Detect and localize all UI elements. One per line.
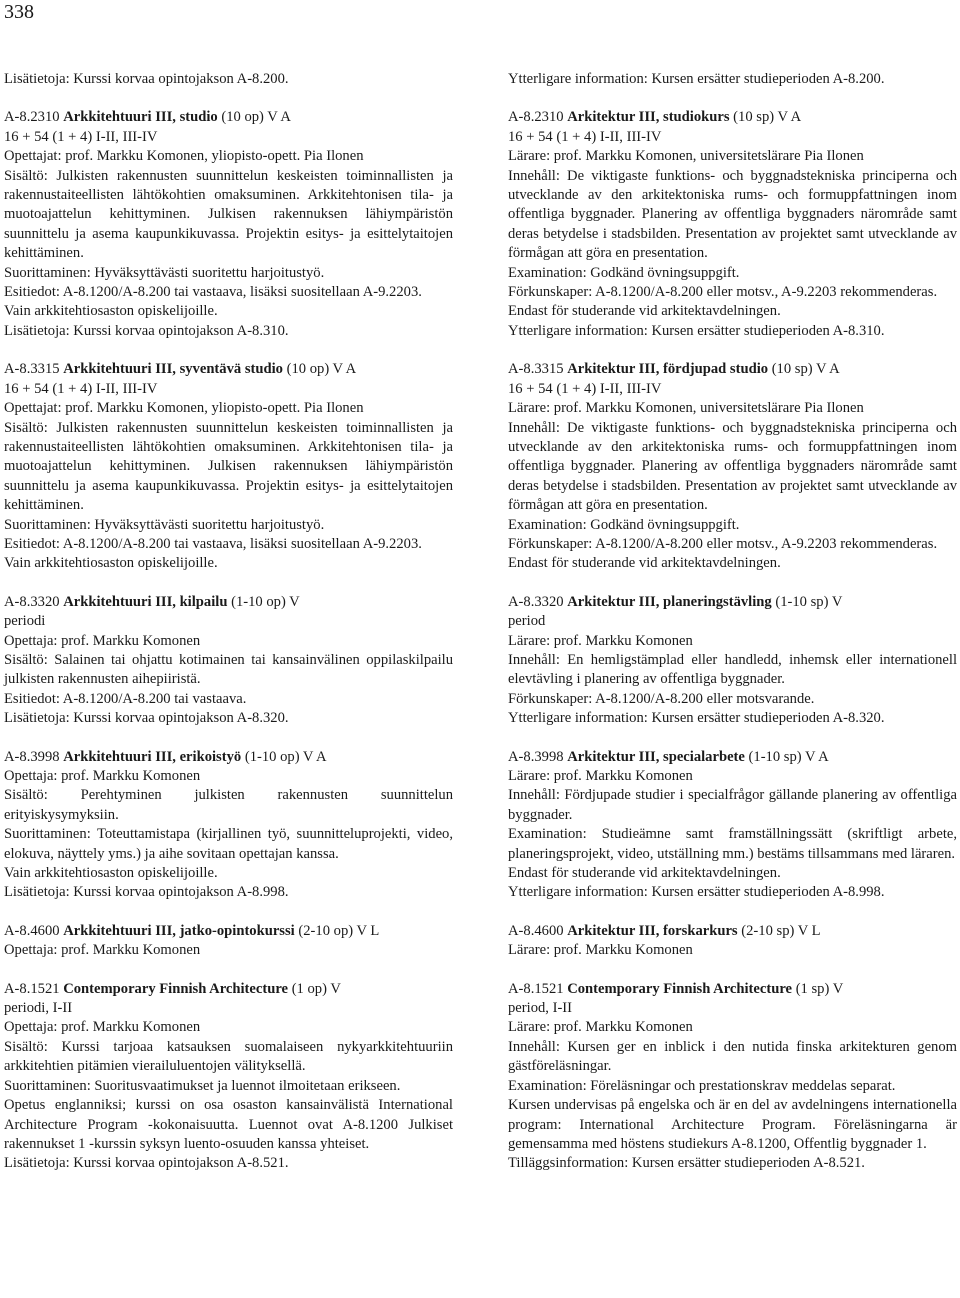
course-line: Sisältö: Kurssi tarjoaa katsauksen suomalaiseen nykyarkkitehtuuriin arkkitehtien pitämien vierailuluentojen välityksellä. — [4, 1038, 453, 1075]
right-column — [508, 70, 957, 1174]
course-entry — [508, 922, 957, 961]
course-line: Esitiedot: A-8.1200/A-8.200 tai vastaava. — [4, 690, 247, 707]
course-title — [508, 980, 957, 999]
course-line: Sisältö: Julkisten rakennusten suunnittelun keskeisten toiminnallisten ja rakennustaiteellisten lähtökohtien omaksuminen. Arkkitehtonisen tila- ja muotoajattelun kehittyminen. Julkisen rakennuksen lähiympäristön suunnittelu ja asema kaupunkikuvassa. Projektin esitys- ja esittelytaitojen kehittäminen. — [4, 419, 453, 514]
course-name: Arkkitehtuuri III, studio — [63, 109, 218, 126]
course-code: A-8.3998 — [508, 748, 564, 765]
course-line: Lisätietoja: Kurssi korvaa opintojakson A-8.310. — [4, 322, 289, 339]
course-line: 16 + 54 (1 + 4) I-II, III-IV — [4, 380, 158, 397]
course-entry — [508, 980, 957, 1174]
course-line: Endast för studerande vid arkitektavdelningen. — [508, 865, 781, 882]
course-line: Sisältö: Perehtyminen julkisten rakennusten suunnittelun erityiskysymyksiin. — [4, 787, 453, 823]
course-name: Arkitektur III, forskarkurs — [567, 922, 738, 939]
course-title — [508, 108, 957, 127]
course-line: Sisältö: Julkisten rakennusten suunnittelun keskeisten toiminnallisten ja rakennustaiteellisten lähtökohtien omaksuminen. Arkkitehtonisen tila- ja muotoajattelun kehittyminen. Julkisen rakennuksen lähiympäristön suunnittelu ja asema kaupunkikuvassa. Projektin esitys- ja esittelytaitojen kehittäminen. — [4, 167, 453, 262]
course-line: Förkunskaper: A-8.1200/A-8.200 eller motsvarande. — [508, 690, 815, 707]
course-entry — [508, 593, 957, 729]
course-line: Lisätietoja: Kurssi korvaa opintojakson A-8.998. — [4, 884, 289, 901]
course-line: Innehåll: De viktigaste funktions- och byggnadstekniska principerna och utvecklande av den arkitektoniska rums- och formuppfattningen inom offentliga byggnader. Planering av offentliga byggnaders närområde samt deras betydelse i stadsbilden. Presentation av projektet samt utvecklande av förmågan att göra en presentation. — [508, 167, 957, 262]
course-line: Förkunskaper: A-8.1200/A-8.200 eller motsv., A-9.2203 rekommenderas. — [508, 535, 938, 552]
course-title — [4, 980, 453, 999]
course-line: Examination: Godkänd övningsuppgift. — [508, 516, 740, 533]
course-line: Lärare: prof. Markku Komonen — [508, 1019, 693, 1036]
course-line: Examination: Studieämne samt framställningssätt (skriftligt arbete, planeringsprojekt, video, utställning mm.) bestäms tillsammans med läraren. — [508, 826, 957, 862]
course-line: Examination: Godkänd övningsuppgift. — [508, 264, 740, 281]
page-number: 338 — [4, 1, 34, 23]
course-title — [508, 922, 957, 941]
course-line: Opettaja: prof. Markku Komonen — [4, 632, 201, 649]
course-name: Arkkitehtuuri III, syventävä studio — [63, 361, 283, 378]
course-line: Opettajat: prof. Markku Komonen, yliopisto-opett. Pia Ilonen — [4, 148, 364, 165]
course-name: Contemporary Finnish Architecture — [63, 980, 289, 997]
course-credits: (1-10 sp) V A — [744, 748, 829, 765]
course-line: Innehåll: De viktigaste funktions- och byggnadstekniska principerna och utvecklande av den arkitektoniska rums- och formuppfattningen inom offentliga byggnader. Planering av offentliga byggnaders närområde samt deras betydelse i stadsbilden. Presentation av projektet samt utvecklande av förmågan att göra en presentation. — [508, 419, 957, 514]
course-line: period, I-II — [508, 1000, 573, 1017]
course-title — [508, 748, 957, 767]
course-credits: (1-10 op) V A — [241, 748, 327, 765]
course-entry — [508, 108, 957, 341]
course-line: 16 + 54 (1 + 4) I-II, III-IV — [4, 128, 158, 145]
course-entry — [4, 922, 453, 961]
course-line: Ytterligare information: Kursen ersätter studieperioden A-8.320. — [508, 710, 885, 727]
course-credits: (1-10 sp) V — [771, 593, 843, 610]
course-line: Opetus englanniksi; kurssi on osa osaston kansainvälistä International Architecture Program -kokonaisuutta. Luennot ovat A-8.1200 Julkiset rakennukset 1 -kurssin syksyn luento-osuuden kanssa yhteiset. — [4, 1097, 453, 1152]
course-credits: (1 sp) V — [792, 980, 844, 997]
course-credits: (1-10 op) V — [227, 593, 300, 610]
course-credits: (10 op) V A — [282, 361, 357, 378]
course-title — [4, 360, 453, 379]
course-title — [4, 748, 453, 767]
course-title — [4, 108, 453, 127]
course-title — [508, 593, 957, 612]
course-line: periodi — [4, 613, 46, 630]
course-credits: (10 sp) V A — [768, 361, 840, 378]
course-name: Arkkitehtuuri III, erikoistyö — [63, 748, 242, 765]
course-line: period — [508, 613, 546, 630]
left-intro: Lisätietoja: Kurssi korvaa opintojakson A-8.200. — [4, 71, 289, 87]
course-name: Arkitektur III, specialarbete — [567, 748, 745, 765]
course-entry — [508, 748, 957, 903]
course-name: Arkitektur III, studiokurs — [567, 109, 730, 126]
course-credits: (2-10 sp) V L — [737, 922, 821, 939]
course-line: Innehåll: En hemligstämplad eller handledd, inhemsk eller internationell elevtävling i planering av offentliga byggnader. — [508, 651, 957, 688]
course-code: A-8.2310 — [508, 109, 564, 126]
course-line: Lärare: prof. Markku Komonen, universitetslärare Pia Ilonen — [508, 148, 864, 165]
course-entry — [4, 108, 453, 341]
right-intro: Ytterligare information: Kursen ersätter studieperioden A-8.200. — [508, 71, 885, 87]
course-line: Opettaja: prof. Markku Komonen — [4, 942, 201, 959]
left-intro-block — [4, 70, 453, 89]
course-code: A-8.3315 — [508, 361, 564, 378]
course-line: Lärare: prof. Markku Komonen — [508, 942, 693, 959]
course-line: Vain arkkitehtiosaston opiskelijoille. — [4, 865, 218, 882]
course-credits: (1 op) V — [288, 980, 341, 997]
course-credits: (10 op) V A — [217, 109, 291, 126]
course-line: Vain arkkitehtiosaston opiskelijoille. — [4, 303, 218, 320]
course-credits: (10 sp) V A — [729, 109, 802, 126]
course-code: A-8.1521 — [508, 980, 564, 997]
course-title — [508, 360, 957, 379]
course-line: Endast för studerande vid arkitektavdelningen. — [508, 555, 781, 572]
course-name: Arkitektur III, planeringstävling — [567, 593, 772, 610]
course-line: Suorittaminen: Toteuttamistapa (kirjallinen työ, suunnitteluprojekti, video, elokuva, näyttely yms.) ja aihe sovitaan opettajan kanssa. — [4, 826, 453, 862]
course-line: 16 + 54 (1 + 4) I-II, III-IV — [508, 128, 662, 145]
course-line: Ytterligare information: Kursen ersätter studieperioden A-8.998. — [508, 884, 885, 901]
course-name: Arkkitehtuuri III, kilpailu — [63, 593, 228, 610]
course-name: Contemporary Finnish Architecture — [567, 980, 793, 997]
course-line: Tilläggsinformation: Kursen ersätter studieperioden A-8.521. — [508, 1155, 865, 1172]
course-entry — [4, 360, 453, 573]
course-line: Förkunskaper: A-8.1200/A-8.200 eller motsv., A-9.2203 rekommenderas. — [508, 284, 938, 301]
course-code: A-8.4600 — [508, 922, 564, 939]
left-column — [4, 70, 453, 1174]
course-line: Opettaja: prof. Markku Komonen — [4, 768, 201, 784]
course-code: A-8.4600 — [4, 922, 60, 939]
course-code: A-8.3320 — [4, 593, 60, 610]
course-line: Innehåll: Fördjupade studier i specialfrågor gällande planering av offentliga byggnader. — [508, 787, 957, 823]
course-code: A-8.3998 — [4, 748, 60, 765]
course-entry — [4, 980, 453, 1174]
course-line: Suorittaminen: Hyväksyttävästi suoritettu harjoitustyö. — [4, 516, 325, 533]
course-line: Esitiedot: A-8.1200/A-8.200 tai vastaava, lisäksi suositellaan A-9.2203. — [4, 284, 422, 301]
course-line: Ytterligare information: Kursen ersätter studieperioden A-8.310. — [508, 322, 885, 339]
course-line: Lisätietoja: Kurssi korvaa opintojakson A-8.521. — [4, 1155, 289, 1172]
course-line: Sisältö: Salainen tai ohjattu kotimainen tai kansainvälinen oppilaskilpailu julkisten rakennusten aihepiiristä. — [4, 651, 453, 688]
course-line: Lärare: prof. Markku Komonen, universitetslärare Pia Ilonen — [508, 400, 864, 417]
course-line: Lärare: prof. Markku Komonen — [508, 768, 693, 784]
course-credits: (2-10 op) V L — [294, 922, 380, 939]
course-title — [4, 593, 453, 612]
course-code: A-8.1521 — [4, 980, 60, 997]
course-line: Opettajat: prof. Markku Komonen, yliopisto-opett. Pia Ilonen — [4, 400, 364, 417]
course-code: A-8.3320 — [508, 593, 564, 610]
course-name: Arkitektur III, fördjupad studio — [567, 361, 769, 378]
course-line: Suorittaminen: Suoritusvaatimukset ja luennot ilmoitetaan erikseen. — [4, 1077, 401, 1094]
course-code: A-8.2310 — [4, 109, 60, 126]
course-line: Opettaja: prof. Markku Komonen — [4, 1019, 201, 1036]
course-line: periodi, I-II — [4, 1000, 73, 1017]
course-line: Lisätietoja: Kurssi korvaa opintojakson A-8.320. — [4, 710, 289, 727]
course-line: Lärare: prof. Markku Komonen — [508, 632, 693, 649]
course-line: Examination: Föreläsningar och prestationskrav meddelas separat. — [508, 1077, 896, 1094]
course-name: Arkkitehtuuri III, jatko-opintokurssi — [63, 922, 295, 939]
course-line: Vain arkkitehtiosaston opiskelijoille. — [4, 555, 218, 572]
course-line: Suorittaminen: Hyväksyttävästi suoritettu harjoitustyö. — [4, 264, 325, 281]
course-entry — [508, 360, 957, 573]
course-line: 16 + 54 (1 + 4) I-II, III-IV — [508, 380, 662, 397]
course-entry — [4, 748, 453, 903]
right-intro-block — [508, 70, 957, 89]
course-line: Kursen undervisas på engelska och är en del av avdelningens internationella program: International Architecture Program. Föreläsningarna är gemensamma med höstens studiekurs A-8.1200, Offentlig byggnader 1. — [508, 1097, 957, 1152]
course-line: Esitiedot: A-8.1200/A-8.200 tai vastaava, lisäksi suositellaan A-9.2203. — [4, 535, 422, 552]
course-title — [4, 922, 453, 941]
course-line: Innehåll: Kursen ger en inblick i den nutida finska arkitekturen genom gästföreläsningar. — [508, 1038, 957, 1075]
course-line: Endast för studerande vid arkitektavdelningen. — [508, 303, 781, 320]
course-entry — [4, 593, 453, 729]
course-code: A-8.3315 — [4, 361, 60, 378]
